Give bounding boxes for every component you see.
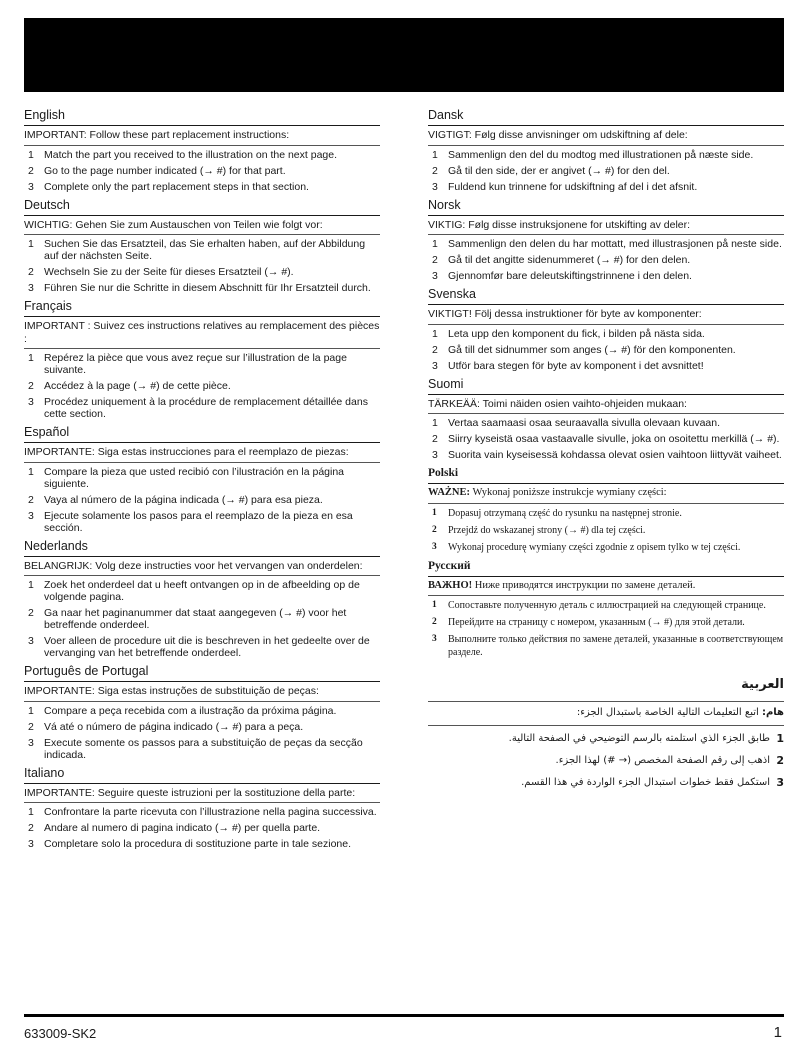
important-keyword: BELANGRIJK: (24, 559, 93, 572)
important-note (24, 443, 380, 463)
language-section (428, 286, 784, 372)
step-number: 1 (432, 507, 437, 518)
step-item (428, 181, 784, 193)
step-number: 1 (432, 600, 437, 610)
step-number: 1 (28, 579, 34, 591)
important-note (24, 216, 380, 236)
steps-list (428, 507, 784, 554)
step-item (24, 806, 380, 818)
step-item (428, 344, 784, 356)
step-number: 3 (432, 270, 438, 282)
step-text: Siirry kyseistä osaa vastaavalle sivulle, joka on osoitettu merkillä (→ #). (448, 433, 780, 445)
language-section (24, 663, 380, 761)
steps-list (24, 238, 380, 294)
steps-list (24, 352, 380, 420)
arabic-section (428, 677, 784, 790)
step-text: Sammenlign den del du modtog med illustrationen på næste side. (448, 148, 754, 161)
step-text: Complete only the part replacement steps in that section. (44, 180, 309, 193)
step-number: 3 (28, 396, 34, 408)
step-text: Execute somente os passos para a substituição de peças da secção indicada. (44, 736, 363, 761)
step-item (428, 433, 784, 445)
important-keyword: هام: (761, 707, 784, 718)
language-heading: English (24, 107, 380, 126)
step-item (24, 149, 380, 161)
step-item (428, 328, 784, 340)
step-text: Confrontare la parte ricevuta con l’illustrazione nella pagina successiva. (44, 806, 377, 818)
step-item (24, 838, 380, 850)
important-keyword: WAŻNE: (428, 487, 471, 498)
important-text: Follow these part replacement instructions: (86, 129, 290, 141)
language-section (24, 765, 380, 851)
step-number: 3 (432, 359, 438, 372)
step-item (428, 149, 784, 161)
step-item (428, 616, 784, 629)
step-item (428, 449, 784, 461)
step-number: 2 (28, 266, 34, 278)
right-sans-sections (428, 107, 784, 461)
step-number: 3 (432, 449, 438, 461)
important-note (428, 577, 784, 597)
step-text: Ga naar het paginanummer dat staat aangegeven (→ #) voor het betreffende onderdeel. (44, 607, 347, 631)
step-item (428, 776, 784, 790)
step-number: 1 (28, 806, 34, 818)
step-text: Vá até o número de página indicado (→ #) para a peça. (44, 720, 304, 733)
important-note (428, 216, 784, 236)
step-text: طابق الجزء الذي استلمته بالرسم التوضيحي في الصفحة التالية. (508, 732, 770, 744)
important-note (428, 126, 784, 146)
page-number: 1 (773, 1024, 782, 1041)
step-text: Procédez uniquement à la procédure de remplacement détaillée dans cette section. (44, 396, 368, 420)
step-text: Voer alleen de procedure uit die is beschreven in het gedeelte over de vervanging van het betreffende onderdeel. (44, 635, 370, 659)
step-text: Match the part you received to the illustration on the next page. (44, 148, 338, 161)
step-text: Gå til det angitte sidenummeret (→ #) for den delen. (448, 254, 691, 266)
step-number: 3 (28, 635, 34, 647)
step-number: 1 (432, 417, 438, 429)
important-text: Følg disse instruksjonene for utskifting av deler: (465, 218, 691, 231)
step-number: 3 (432, 180, 438, 193)
step-number: 2 (432, 433, 438, 445)
language-heading: العربية (741, 677, 784, 692)
step-text: Repérez la pièce que vous avez reçue sur l’illustration de la page suivante. (44, 352, 347, 376)
important-text: Seguire queste istruzioni per la sostituzione della parte: (94, 786, 356, 799)
important-text: Suivez ces instructions relatives au remplacement des pièces : (24, 320, 380, 345)
step-item (428, 165, 784, 177)
step-text: Utför bara stegen för byte av komponent i det avsnittet! (448, 359, 704, 372)
important-note (24, 317, 380, 349)
step-item (24, 705, 380, 717)
step-number: 2 (432, 254, 438, 266)
step-item (428, 541, 784, 554)
step-text: Ejecute solamente los pasos para el reemplazo de la pieza en esa sección. (44, 509, 353, 534)
language-heading: Français (24, 298, 380, 317)
step-number: 3 (28, 509, 34, 522)
important-keyword: TÄRKEÄÄ: (428, 397, 480, 410)
step-number: 1 (432, 148, 438, 161)
steps-list (428, 328, 784, 372)
steps-list (24, 149, 380, 193)
step-item (428, 254, 784, 266)
step-item (24, 494, 380, 506)
step-number: 2 (28, 720, 34, 733)
step-text: Leta upp den komponent du fick, i bilden på nästa sida. (448, 327, 705, 340)
language-section (428, 558, 784, 660)
language-heading: Norsk (428, 197, 784, 216)
important-keyword: VIKTIG: (428, 218, 466, 231)
important-keyword: ВАЖНО! (428, 579, 473, 591)
step-text: Перейдите на страницу с номером, указанным (→ #) для этой детали. (448, 617, 745, 628)
steps-list (24, 705, 380, 761)
important-note (428, 395, 784, 415)
step-item (24, 466, 380, 490)
language-heading: Nederlands (24, 538, 380, 557)
step-number: 2 (28, 493, 34, 506)
important-text: Toimi näiden osien vaihto-ohjeiden mukaan: (479, 397, 687, 410)
language-heading: Dansk (428, 107, 784, 126)
important-note (24, 682, 380, 702)
step-number: 2 (432, 343, 438, 356)
step-item (24, 635, 380, 659)
important-text: Gehen Sie zum Austauschen von Teilen wie folgt vor: (72, 218, 323, 231)
step-item (24, 721, 380, 733)
step-text: Führen Sie nur die Schritte in diesem Abschnitt für Ihr Ersatzteil durch. (44, 282, 371, 294)
step-item (24, 607, 380, 631)
step-item (428, 732, 784, 746)
important-text: Følg disse anvisninger om udskiftning af dele: (471, 129, 688, 141)
important-note (428, 484, 784, 504)
step-number: 3 (28, 736, 34, 749)
right-serif-sections (428, 465, 784, 659)
step-item (428, 599, 784, 612)
language-heading: Español (24, 424, 380, 443)
step-item (24, 579, 380, 603)
important-text: Siga estas instrucciones para el reemplazo de piezas: (94, 446, 349, 458)
language-section (24, 424, 380, 534)
important-text: Wykonaj poniższe instrukcje wymiany części: (470, 487, 667, 498)
document-number: 633009-SK2 (24, 1026, 97, 1041)
step-item (24, 352, 380, 376)
important-text: Siga estas instruções de substituição de peças: (94, 685, 319, 697)
step-number: 1 (432, 327, 438, 340)
step-number: 1 (432, 238, 438, 250)
language-heading: Suomi (428, 376, 784, 395)
step-item (24, 510, 380, 534)
steps-list (428, 599, 784, 659)
step-text: Dopasuj otrzymaną część do rysunku na następnej stronie. (448, 507, 682, 519)
steps-list (428, 732, 784, 790)
step-number: 1 (28, 148, 34, 161)
important-keyword: IMPORTANT : (24, 320, 91, 332)
step-text: Выполните только действия по замене деталей, указанные в соответствующем разделе. (448, 634, 784, 658)
step-item (428, 270, 784, 282)
language-heading: Deutsch (24, 197, 380, 216)
step-number: 2 (776, 753, 784, 767)
step-text: Completare solo la procedura di sostituzione parte in tale sezione. (44, 838, 352, 850)
step-text: Andare al numero di pagina indicato (→ #) per quella parte. (44, 822, 321, 834)
step-number: 1 (28, 465, 34, 478)
step-item (24, 737, 380, 761)
left-column (24, 104, 380, 854)
step-text: Accédez à la page (→ #) de cette pièce. (44, 380, 231, 392)
step-number: 1 (776, 731, 784, 745)
language-section (428, 107, 784, 193)
language-section (24, 538, 380, 660)
important-note (428, 305, 784, 325)
important-keyword: WICHTIG: (24, 218, 73, 231)
step-number: 2 (28, 380, 34, 392)
right-column (428, 104, 784, 798)
important-note (24, 126, 380, 146)
step-text: Compare a peça recebida com a ilustração da próxima página. (44, 704, 337, 717)
step-text: Zoek het onderdeel dat u heeft ontvangen op in de afbeelding op de volgende pagina. (44, 579, 360, 603)
language-section (24, 197, 380, 295)
step-item (24, 181, 380, 193)
step-number: 1 (28, 704, 34, 717)
step-item (24, 282, 380, 294)
steps-list (428, 238, 784, 282)
language-heading: Português de Portugal (24, 663, 380, 682)
important-keyword: IMPORTANTE: (24, 786, 95, 799)
header-black-bar (24, 18, 784, 92)
important-keyword: IMPORTANTE: (24, 685, 95, 697)
step-item (428, 507, 784, 520)
step-text: اذهب إلى رقم الصفحة المخصص (→ #) لهذا الجزء. (555, 754, 770, 766)
step-item (24, 238, 380, 262)
step-item (428, 360, 784, 372)
step-number: 1 (28, 352, 34, 364)
step-text: Wechseln Sie zu der Seite für dieses Ersatzteil (→ #). (44, 266, 294, 278)
language-section (428, 465, 784, 554)
step-number: 3 (28, 838, 34, 850)
step-number: 3 (776, 775, 784, 789)
important-keyword: VIKTIGT! (428, 308, 472, 320)
step-number: 3 (432, 541, 437, 552)
footer-rule (24, 1014, 784, 1017)
important-text: Ниже приводятся инструкции по замене деталей. (472, 579, 696, 591)
important-note (24, 557, 380, 577)
step-text: Vaya al número de la página indicada (→ #) para esa pieza. (44, 493, 323, 506)
step-number: 2 (28, 822, 34, 834)
language-section (428, 376, 784, 462)
steps-list (24, 806, 380, 850)
step-text: Compare la pieza que usted recibió con l’ilustración en la página siguiente. (44, 465, 345, 490)
step-item (24, 396, 380, 420)
steps-list (24, 579, 380, 659)
step-text: Gå till det sidnummer som anges (→ #) för den komponenten. (448, 343, 736, 356)
step-number: 2 (432, 164, 438, 177)
step-number: 2 (432, 617, 437, 627)
important-keyword: IMPORTANT: (24, 129, 87, 141)
important-text: اتبع التعليمات التالية الخاصة باستبدال الجزء: (576, 707, 762, 718)
step-item (24, 165, 380, 177)
step-item (24, 380, 380, 392)
step-text: Suchen Sie das Ersatzteil, das Sie erhalten haben, auf der Abbildung auf der nächsten Seite. (44, 238, 366, 262)
language-heading: Italiano (24, 765, 380, 784)
important-text: Följ dessa instruktioner för byte av komponenter: (471, 308, 702, 320)
step-item (428, 524, 784, 537)
step-number: 3 (28, 282, 34, 294)
language-heading: Polski (428, 465, 784, 484)
step-item (24, 822, 380, 834)
step-text: Gå til den side, der er angivet (→ #) for den del. (448, 164, 670, 177)
step-text: Sammenlign den delen du har mottatt, med illustrasjonen på neste side. (448, 238, 782, 250)
important-keyword: IMPORTANTE: (24, 446, 95, 458)
step-text: Vertaa saamaasi osaa seuraavalla sivulla olevaan kuvaan. (448, 417, 721, 429)
step-text: Go to the page number indicated (→ #) for that part. (44, 164, 286, 177)
steps-list (428, 417, 784, 461)
important-text: Volg deze instructies voor het vervangen van onderdelen: (92, 559, 363, 572)
step-number: 3 (28, 180, 34, 193)
step-text: Gjennomfør bare deleutskiftingstrinnene i den delen. (448, 270, 692, 282)
step-number: 2 (28, 164, 34, 177)
step-text: Сопоставьте полученную деталь с иллюстрацией на следующей странице. (448, 600, 766, 611)
step-text: Fuldend kun trinnene for udskiftning af del i det afsnit. (448, 180, 698, 193)
language-section (428, 197, 784, 283)
important-keyword: VIGTIGT: (428, 129, 472, 141)
important-note (428, 701, 784, 726)
step-number: 3 (432, 634, 437, 644)
step-number: 2 (28, 607, 34, 619)
step-item (24, 266, 380, 278)
steps-list (428, 149, 784, 193)
language-section (24, 107, 380, 193)
language-section (24, 298, 380, 420)
step-text: Wykonaj procedurę wymiany części zgodnie z opisem tylko w tej części. (448, 541, 741, 553)
step-item (428, 238, 784, 250)
step-text: Suorita vain kyseisessä kohdassa olevat osien vaihtoon liittyvät vaiheet. (448, 449, 782, 461)
step-number: 1 (28, 238, 34, 250)
step-number: 2 (432, 524, 437, 535)
important-note (24, 784, 380, 804)
step-text: استكمل فقط خطوات استبدال الجزء الواردة في هذا القسم. (521, 776, 770, 788)
step-item (428, 633, 784, 659)
steps-list (24, 466, 380, 534)
step-item (428, 754, 784, 768)
language-heading: Svenska (428, 286, 784, 305)
step-item (428, 417, 784, 429)
language-heading: Русский (428, 558, 784, 577)
step-text: Przejdź do wskazanej strony (→ #) dla tej części. (448, 524, 646, 536)
